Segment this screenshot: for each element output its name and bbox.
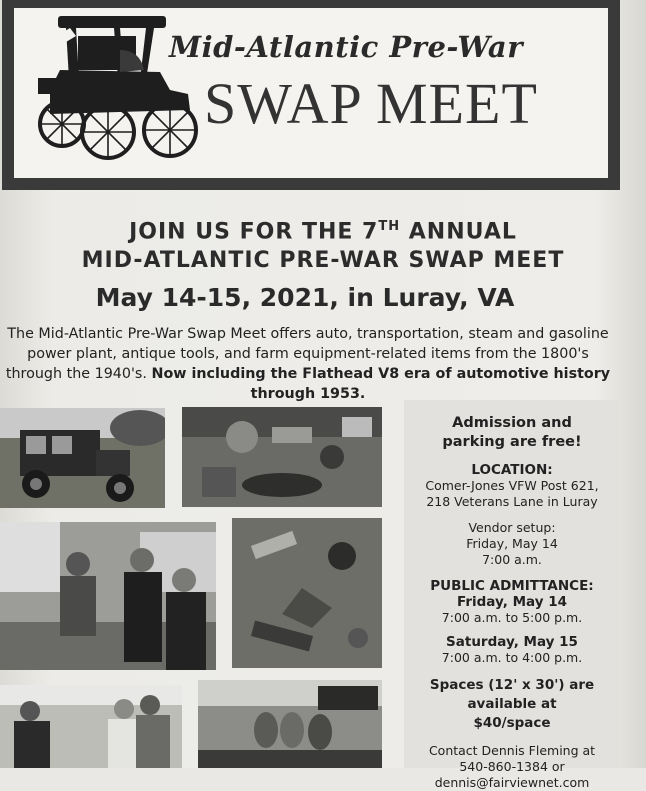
headline-line1-suffix: ANNUAL — [400, 219, 517, 245]
banner-subtitle: Mid-Atlantic Pre-War — [169, 30, 523, 64]
event-info-panel — [404, 400, 620, 790]
intro-highlight: Now including the Flathead V8 era of automotive history through 1953. — [151, 366, 611, 402]
intro-paragraph — [2, 324, 614, 404]
location-line1: Comer-Jones VFW Post 621, — [425, 478, 599, 493]
location-block — [404, 462, 620, 510]
public-admittance-block — [404, 578, 620, 666]
event-date-location: May 14-15, 2021, in Luray, VA — [95, 283, 515, 312]
headline-superscript: TH — [378, 219, 401, 234]
location-label: LOCATION: — [471, 462, 553, 478]
saturday-label: Saturday, May 15 — [446, 634, 578, 650]
photo-grass-parts — [232, 518, 382, 668]
header-banner — [2, 0, 620, 190]
banner-title: SWAP MEET — [204, 71, 538, 136]
friday-time: 7:00 a.m. to 5:00 p.m. — [441, 610, 583, 625]
photo-vendors — [0, 522, 216, 670]
main-headline — [0, 212, 646, 275]
contact-email[interactable]: dennis@fairviewnet.com — [434, 775, 590, 790]
vendor-day: Friday, May 14 — [466, 536, 558, 551]
headline-line1-prefix: JOIN US FOR THE 7 — [129, 219, 379, 245]
vendor-time: 7:00 a.m. — [482, 552, 542, 567]
contact-line1: Contact Dennis Fleming at — [428, 743, 596, 758]
contact-block — [404, 743, 620, 791]
headline-line1 — [0, 212, 646, 246]
photo-lamps — [198, 680, 382, 768]
admission-note: Admission and parking are free! — [442, 415, 582, 450]
vendor-label: Vendor setup: — [468, 520, 556, 535]
location-line2: 218 Veterans Lane in Luray — [426, 494, 598, 509]
spaces-note: Spaces (12' x 30') are available at $40/space — [429, 677, 595, 731]
photo-antique-car — [0, 408, 165, 508]
photo-parts-table — [182, 407, 382, 507]
photo-people — [0, 685, 182, 768]
vendor-setup-block — [404, 520, 620, 568]
friday-label: Friday, May 14 — [457, 594, 567, 610]
intro-text: The Mid-Atlantic Pre-War Swap Meet offers auto, transportation, steam and gasoline power plant, antique tools, and farm equipment-related items from the 1800's through the 1940's. — [5, 326, 609, 382]
headline-line2: MID-ATLANTIC PRE-WAR SWAP MEET — [81, 248, 565, 274]
public-admittance-label: PUBLIC ADMITTANCE: — [430, 578, 594, 594]
header-banner-inner — [14, 8, 608, 178]
contact-phone: 540-860-1384 or — [459, 759, 565, 774]
saturday-time: 7:00 a.m. to 4:00 p.m. — [441, 650, 583, 665]
